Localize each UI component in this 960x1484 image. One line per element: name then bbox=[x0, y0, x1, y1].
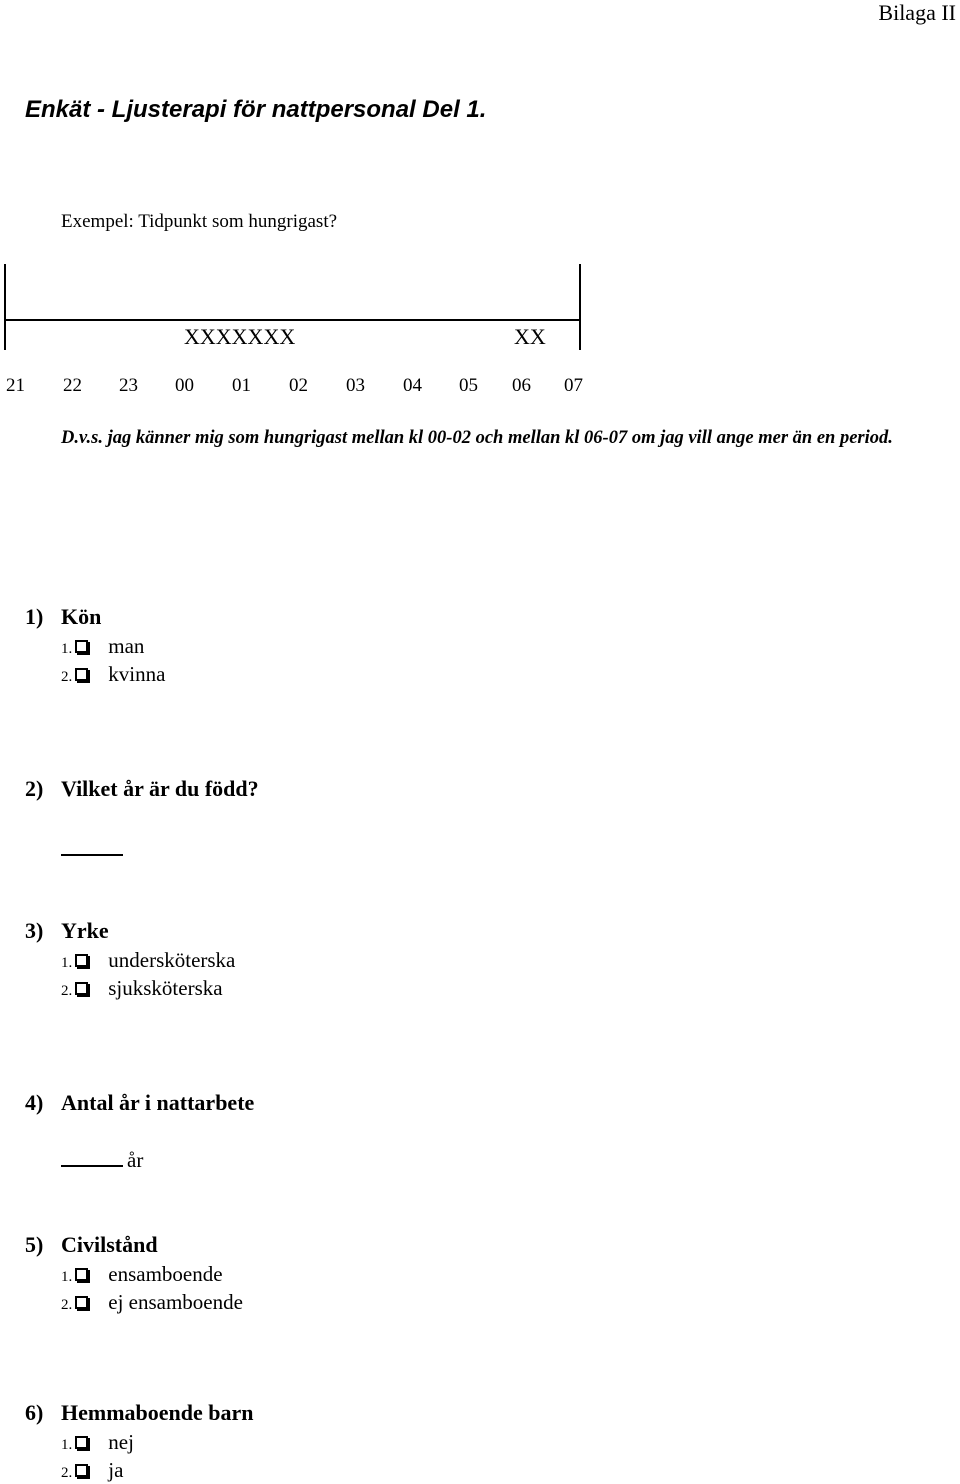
option-number: 2. bbox=[61, 1297, 73, 1313]
option-row[interactable] bbox=[61, 976, 223, 1001]
option-row[interactable] bbox=[61, 1458, 123, 1483]
hour-label: 05 bbox=[459, 375, 478, 396]
checkbox[interactable] bbox=[75, 1268, 88, 1281]
question-number: 3) bbox=[25, 918, 44, 943]
option-label: sjuksköterska bbox=[108, 976, 223, 1000]
option-row[interactable] bbox=[61, 634, 144, 659]
question-heading bbox=[25, 1090, 254, 1116]
option-number: 1. bbox=[61, 1437, 73, 1453]
option-label: undersköterska bbox=[108, 948, 236, 972]
page-title: Enkät - Ljusterapi för nattpersonal Del 1. bbox=[25, 96, 487, 123]
checkbox[interactable] bbox=[75, 668, 88, 681]
question-label: Civilstånd bbox=[61, 1232, 158, 1257]
question-heading bbox=[25, 1232, 158, 1258]
option-number: 2. bbox=[61, 983, 73, 999]
option-number: 2. bbox=[61, 1465, 73, 1481]
option-row[interactable] bbox=[61, 1290, 243, 1315]
checkbox[interactable] bbox=[75, 1296, 88, 1309]
example-marks-left: XXXXXXX bbox=[184, 324, 296, 349]
hour-label: 04 bbox=[403, 375, 422, 396]
example-hours bbox=[0, 375, 600, 399]
option-row[interactable] bbox=[61, 1262, 223, 1287]
option-label: ensamboende bbox=[108, 1262, 223, 1286]
hour-label: 00 bbox=[175, 375, 194, 396]
question-number: 6) bbox=[25, 1400, 44, 1425]
timeline-axis bbox=[4, 319, 581, 321]
question-number: 4) bbox=[25, 1090, 44, 1115]
option-number: 1. bbox=[61, 955, 73, 971]
hour-label: 23 bbox=[119, 375, 138, 396]
option-number: 2. bbox=[61, 669, 73, 685]
question-label: Yrke bbox=[61, 918, 109, 943]
example-marks-right: XX bbox=[514, 324, 546, 349]
option-label: nej bbox=[108, 1430, 134, 1454]
hour-label: 03 bbox=[346, 375, 365, 396]
question-heading bbox=[25, 918, 109, 944]
checkbox[interactable] bbox=[75, 954, 88, 967]
timeline-right-tick bbox=[579, 264, 581, 350]
option-row[interactable] bbox=[61, 662, 165, 687]
option-number: 1. bbox=[61, 1269, 73, 1285]
option-label: man bbox=[108, 634, 145, 658]
question-label: Vilket år är du född? bbox=[61, 776, 259, 801]
example-explanation: D.v.s. jag känner mig som hungrigast mellan kl 00-02 och mellan kl 06-07 om jag vill ange mer än en period. bbox=[61, 428, 893, 448]
checkbox[interactable] bbox=[75, 1464, 88, 1477]
example-label: Exempel: Tidpunkt som hungrigast? bbox=[61, 211, 338, 232]
hour-label: 07 bbox=[564, 375, 583, 396]
question-heading bbox=[25, 1400, 254, 1426]
birth-year-blank[interactable] bbox=[61, 854, 123, 856]
option-row[interactable] bbox=[61, 948, 235, 973]
question-heading bbox=[25, 604, 101, 630]
years-unit: år bbox=[127, 1148, 144, 1172]
checkbox[interactable] bbox=[75, 640, 88, 653]
question-number: 5) bbox=[25, 1232, 44, 1257]
question-number: 1) bbox=[25, 604, 44, 629]
option-label: ja bbox=[108, 1458, 124, 1482]
option-row[interactable] bbox=[61, 1430, 134, 1455]
option-number: 1. bbox=[61, 641, 73, 657]
question-label: Kön bbox=[61, 604, 102, 629]
question-label: Antal år i nattarbete bbox=[61, 1090, 255, 1115]
example-timeline bbox=[0, 260, 600, 360]
option-label: kvinna bbox=[108, 662, 166, 686]
question-label: Hemmaboende barn bbox=[61, 1400, 254, 1425]
checkbox[interactable] bbox=[75, 1436, 88, 1449]
hour-label: 22 bbox=[63, 375, 82, 396]
question-number: 2) bbox=[25, 776, 44, 801]
hour-label: 01 bbox=[232, 375, 251, 396]
checkbox[interactable] bbox=[75, 982, 88, 995]
hour-label: 02 bbox=[289, 375, 308, 396]
hour-label: 21 bbox=[6, 375, 25, 396]
option-label: ej ensamboende bbox=[108, 1290, 243, 1314]
hour-label: 06 bbox=[512, 375, 531, 396]
years-blank[interactable] bbox=[61, 1165, 123, 1167]
appendix-label: Bilaga II bbox=[878, 0, 956, 25]
years-night-work-field[interactable] bbox=[61, 1148, 143, 1173]
timeline-left-tick bbox=[4, 264, 6, 350]
question-heading bbox=[25, 776, 259, 802]
